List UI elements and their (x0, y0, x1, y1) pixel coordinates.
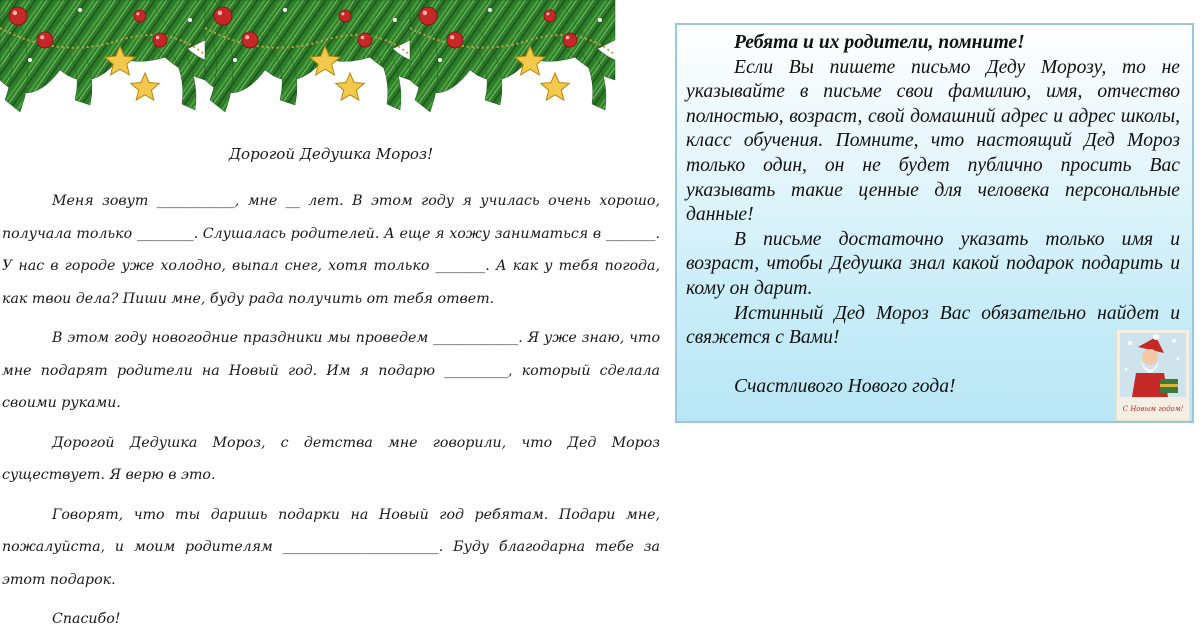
letter-paragraph: Дорогой Дедушка Мороз, с детства мне говорили, что Дед Мороз существует. Я верю в это. (2, 434, 660, 483)
ornament-highlight (40, 35, 44, 39)
letter-paragraph: Говорят, что ты даришь подарки на Новый год ребятам. Подари мне, пожалуйста, и моим родителям ______________________. Буду благодарна тебе за этот подарок. (2, 506, 660, 588)
letter-to-santa (2, 128, 660, 643)
notice-paragraph: В письме достаточно указать только имя и возраст, чтобы Дедушка знал какой подарок подарить и кому он дарит. (686, 228, 1180, 299)
ornament-highlight (156, 36, 160, 40)
letter-signoff: Спасибо! (52, 611, 121, 627)
santa-postcard-image (1116, 329, 1190, 421)
sparkle (78, 8, 82, 12)
privacy-notice-box (675, 23, 1194, 423)
ornament-highlight (245, 35, 249, 39)
letter-greeting: Дорогой Дедушка Мороз! (228, 145, 434, 163)
ornament-highlight (136, 12, 139, 15)
red-ornament (214, 7, 232, 25)
ornament-highlight (361, 36, 365, 40)
notice-paragraph: Истинный Дед Мороз Вас обязательно найдет и свяжется с Вами! (686, 302, 1180, 349)
red-ornament (134, 10, 146, 22)
sparkle (283, 8, 287, 12)
notice-closing: Счастливого Нового года! (734, 375, 956, 397)
postcard-caption: С Новым годом! (1122, 405, 1184, 413)
sparkle (508, 78, 512, 82)
christmas-garland-banner (0, 0, 616, 120)
ornament-highlight (341, 12, 344, 15)
sparkle (188, 18, 192, 22)
ornament-highlight (450, 35, 454, 39)
red-ornament (153, 33, 167, 47)
letter-paragraph: В этом году новогодние праздники мы проведем ____________. Я уже знаю, что мне подарят родители на Новый год. Им я подарю _________, который сделала своими руками. (2, 330, 660, 411)
red-ornament (419, 7, 437, 25)
red-ornament (242, 32, 258, 48)
sparkle (28, 58, 32, 62)
red-ornament (37, 32, 53, 48)
ornament-highlight (546, 12, 549, 15)
sparkle (598, 18, 602, 22)
red-ornament (339, 10, 351, 22)
ornament-highlight (423, 11, 428, 16)
ornament-highlight (218, 11, 223, 16)
ornament-highlight (13, 11, 18, 16)
red-ornament (9, 7, 27, 25)
sparkle (438, 58, 442, 62)
sparkle (233, 58, 237, 62)
red-ornament (563, 33, 577, 47)
red-ornament (544, 10, 556, 22)
sparkle (98, 78, 102, 82)
notice-title: Ребята и их родители, помните! (734, 32, 1025, 53)
red-ornament (358, 33, 372, 47)
letter-paragraph: Меня зовут ___________, мне __ лет. В этом году я училась очень хорошо, получала только ________. Слушалась родителей. А еще я хожу заниматься в _______. У нас в городе уже холодно, выпал снег, хотя только _______. А как у тебя погода, как твои дела? Пиши мне, буду рада получить от тебя ответ. (2, 193, 660, 307)
sparkle (303, 78, 307, 82)
ornament-highlight (566, 36, 570, 40)
sparkle (393, 18, 397, 22)
notice-paragraph: Если Вы пишете письмо Деду Морозу, то не указывайте в письме свои фамилию, имя, отчество полностью, возраст, свой домашний адрес и адрес школы, класс обучения. Помните, что настоящий Дед Мороз только один, он не будет публично просить Вас указывать такие ценные для человека персональные данные! (686, 56, 1180, 226)
red-ornament (447, 32, 463, 48)
sparkle (488, 8, 492, 12)
